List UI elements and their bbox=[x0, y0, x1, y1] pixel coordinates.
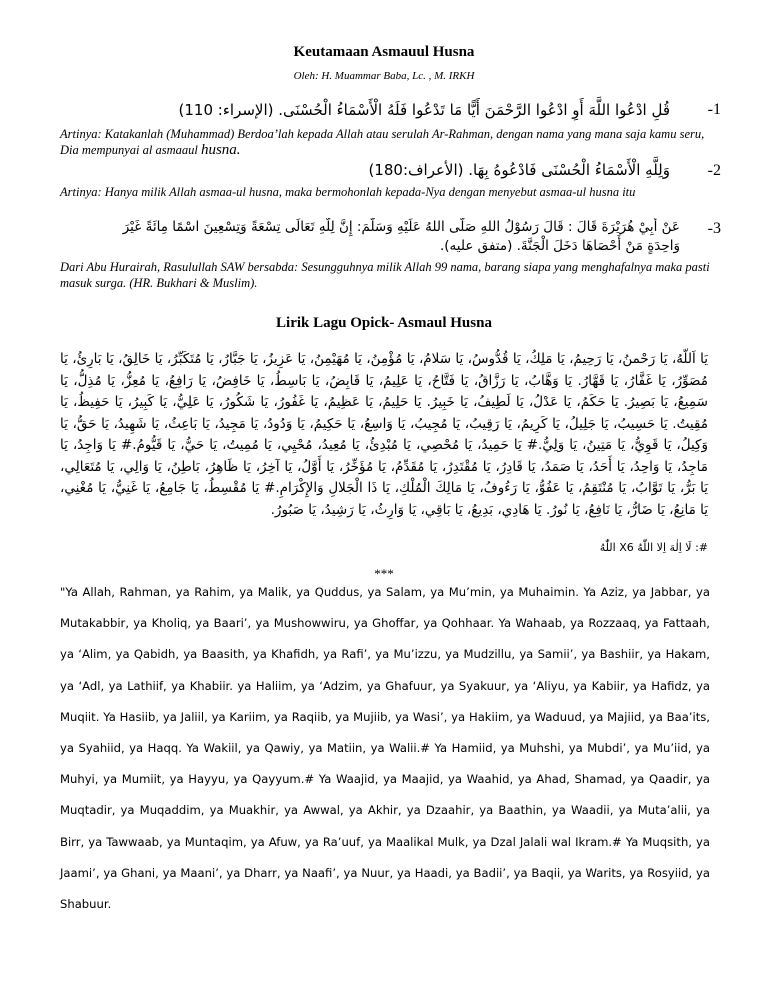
verse-1-translation bbox=[60, 126, 710, 158]
section-separator: *** bbox=[374, 566, 394, 581]
verse-3-number: -3 bbox=[707, 220, 721, 237]
document-byline: Oleh: H. Muammar Baba, Lc. , M. IRKH bbox=[293, 70, 475, 82]
arabic-lyrics: يَا اَللّهُ، يَا رَحْمنُ، يَا رَحِيمُ، يَا مَلِكُ، يَا قُدُّوسُ، يَا سَلامُ، يَا مُؤْمِنُ، يَا مُهَيْمِنُ، يَا عَزِيزُ، يَا جَبَّارُ، يَا مُتَكَبِّرُ، يَا خَالِقُ، يَا بَارِئُ، يَا مُصَوِّرُ، يَا غَفَّارُ، يَا قَهَّارُ. يَا وَهَّابُ، يَا رَزَّاقُ، يَا فَتَّاحُ، يَا عَلِيمُ، يَا قَابِضُ، يَا بَاسِطُ، يَا خَافِضُ، يَا رَافِعُ، يَا مُعِزُّ، يَا مُذِلُّ، يَا سَمِيعُ، يَا بَصِيرُ. يَا حَكَمُ، يَا عَدْلُ، يَا لَطِيفُ، يَا خَبِيرُ. يَا حَلِيمُ، يَا عَظِيمُ، يَا غَفُورُ، يَا شَكُورُ، يَا عَلِيُّ، يَا كَبِيرُ، يَا حَفِيظُ، يَا مُقِيتُ. يَا حَسِيبُ، يَا جَلِيلُ، يَا كَرِيمُ، يَا رَقِيبُ، يَا مُجِيبُ، يَا وَاسِعُ، يَا حَكِيمُ، يَا وَدُودُ، يَا مَجِيدُ، يَا بَاعِثُ، يَا شَهِيدُ، يَا حَقُّ، يَا وَكِيلُ، يَا قَوِيُّ، يَا مَتِينُ، يَا وَلِيُّ.# يَا حَمِيدُ، يَا مُحْصِي، يَا مُبْدِئُ، يَا مُعِيدُ، مُحْيِي، يَا مُمِيتُ، يَا حَيُّ، يَا قَيُّومُ.# يَا وَاجِدُ، يَا مَاجِدُ، يَا وَاحِدُ، يَا أَحَدُ، يَا صَمَدُ، يَا قَادِرُ، يَا مُقْتَدِرُ، يَا مُقَدِّمُ، يَا مُؤَخِّرُ، يَا أَوَّلُ، يَا آخِرُ، يَا ظَاهِرُ، بَاطِنُ، يَا وَالِي، يَا مُتَعَالِي، يَا بَرُّ، يَا تَوَّابُ، يَا مُنْتَقِمُ، يَا عَفُوُّ، يَا رَءُوفُ، يَا مَالِكَ الْمُلْكِ، يَا ذَا الْجَلالِ وَالإِكْرَامِ.# يَا مُقْسِطُ، يَا جَامِعُ، يَا غَنِيُّ، يَا مُغْنِي، يَا مَانِعُ، يَا ضَارُّ، يَا نَافِعُ، يَا نُورُ. يَا هَادِي، بَدِيعُ، يَا بَاقِي، يَا وَارِثُ، يَا رَشِيدُ، يَا صَبُورُ. bbox=[60, 351, 708, 518]
verse-3-arabic-line-1: عَنْ أَبِيْ هُرَيْرَةَ قَالَ : قَالَ رَسُوْلُ اللهِ صَلَّى اللهُ عَلَيْهِ وَسَلَّمَ: إِنَّ لِلَّهِ تَعَالَى تِسْعَةً وَتِسْعِينَ اسْمًا مِائَةً غَيْرَ bbox=[122, 219, 680, 235]
latin-lyrics: "Ya Allah, Rahman, ya Rahim, ya Malik, ya Quddus, ya Salam, ya Mu’min, ya Muhaimin. Ya Aziz, ya Jabbar, ya Mutakabbir, ya Kholiq, ya Baari’, ya Mushowwiru, ya Ghoffar, ya Qohhaar. Ya Wahaab, ya Rozzaaq, ya Fattaah, ya ‘Alim, ya Qabidh, ya Baasith, ya Khafidh, ya Rafi’, ya Mu’izzu, ya Mudzillu, ya Samii’, ya Bashiir, ya Hakam, ya ‘Adl, ya Lathiif, ya Khabiir. ya Haliim, ya ‘Adzim, ya Ghafuur, ya Syakuur, ya ‘Aliyu, ya Kabiir, ya Hafidz, ya Muqiit. Ya Hasiib, ya Jaliil, ya Kariim, ya Raqiib, ya Mujiib, ya Wasi’, ya Hakiim, ya Waduud, ya Majiid, ya Baa’its, ya Syahiid, ya Haqq. Ya Wakiil, ya Qawiy, ya Matiin, ya Walii.# Ya Hamiid, ya Muhshi, ya Mubdi’, ya Mu’iid, ya Muhyi, ya Mumiit, ya Hayyu, ya Qayyum.# Ya Waajid, ya Maajid, ya Waahid, ya Ahad, Shamad, ya Qaadir, ya Muqtadir, ya Muqaddim, ya Muakhir, ya Awwal, ya Akhir, ya Dzaahir, ya Baathin, ya Waadii, ya Muta’alii, ya Birr, ya Tawwaab, ya Muntaqim, ya Afuw, ya Ra’uuf, ya Maalikal Mulk, ya Dzal Jalali wal Ikram.# Ya Muqsith, ya Jaami’, ya Ghani, ya Maani’, ya Dharr, ya Naafi’, ya Nuur, ya Haadi, ya Badii’, ya Baqii, ya Warits, ya Rosyiid, ya Shabuur. bbox=[60, 585, 710, 912]
verse-1-number: -1 bbox=[707, 101, 721, 118]
verse-2-translation: Artinya: Hanya milik Allah asmaa-ul husna, maka bermohonlah kepada-Nya dengan menyebut asmaa-ul husna itu bbox=[60, 185, 636, 199]
document-title: Keutamaan Asmauul Husna bbox=[293, 44, 475, 60]
verse-3-translation: Dari Abu Hurairah, Rasulullah SAW bersabda: Sesungguhnya milik Allah 99 nama, barang siapa yang menghafalnya maka pasti masuk surga. (HR. Bukhari & Muslim). bbox=[60, 260, 710, 290]
verse-2-number: -2 bbox=[707, 162, 721, 179]
verse-3-arabic-line-2: وَاحِدَةٍ مَنْ أَحْصَاهَا دَخَلَ الْجَنَّةَ. (متفق عليه). bbox=[440, 238, 680, 254]
verse-1-arabic: قُلِ ادْعُوا اللَّهَ أَوِ ادْعُوا الرَّحْمَنَ أَيًّا مَا تَدْعُوا فَلَهُ الْأَسْمَاءُ الْحُسْنَى. (الإسراء: 110) bbox=[178, 101, 670, 119]
refrain-note: #: لَا اِلٰهَ اِلا اللّٰهُ X6 اللّٰهُ bbox=[599, 541, 708, 554]
verse-1-translation-emphasis: husna. bbox=[200, 142, 241, 158]
verse-1-translation-text: Artinya: Katakanlah (Muhammad) Berdoa’lah kepada Allah atau serulah Ar-Rahman, dengan nama yang mana saja kamu seru, Dia mempunyai al asmaaul bbox=[60, 127, 705, 157]
lyrics-title: Lirik Lagu Opick- Asmaul Husna bbox=[276, 315, 492, 331]
verse-2-arabic: وَلِلَّهِ الْأَسْمَاءُ الْحُسْنَى فَادْعُوهُ بِهَا. (الأعراف:180) bbox=[368, 161, 670, 179]
